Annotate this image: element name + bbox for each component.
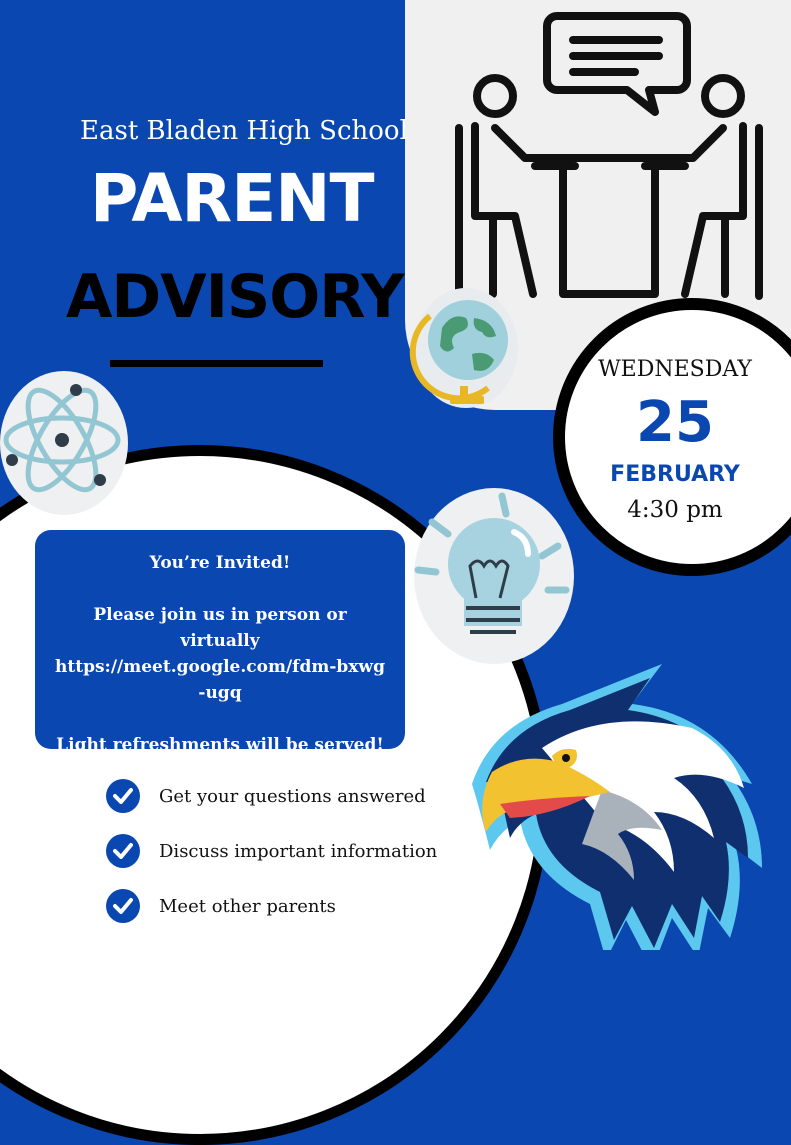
- atom-icon: [0, 368, 134, 518]
- globe-icon: [408, 288, 520, 414]
- refreshments-note: Light refreshments will be served!: [56, 735, 384, 755]
- checklist-item: [106, 834, 437, 868]
- lightbulb-icon: [410, 486, 576, 666]
- event-weekday: WEDNESDAY: [598, 357, 752, 382]
- event-day: 25: [636, 390, 714, 455]
- event-month: FEBRUARY: [610, 462, 740, 487]
- invite-heading: You’re Invited!: [149, 553, 291, 573]
- checklist-label: Meet other parents: [159, 895, 336, 917]
- checklist-label: Discuss important information: [159, 840, 438, 862]
- checklist-item: [106, 889, 336, 923]
- meeting-icon: [445, 8, 775, 300]
- title-parent: PARENT: [90, 160, 374, 237]
- checklist-label: Get your questions answered: [159, 785, 426, 807]
- checkmark-icon: [106, 834, 140, 868]
- checkmark-icon: [106, 889, 140, 923]
- checkmark-icon: [106, 779, 140, 813]
- title-underline: [110, 360, 323, 367]
- school-name: East Bladen High School: [80, 116, 408, 146]
- title-advisory: ADVISORY: [66, 262, 404, 332]
- event-time: 4:30 pm: [627, 497, 723, 523]
- invite-text: Please join us in person or virtually: [93, 605, 347, 651]
- eagle-mascot-icon: [452, 664, 772, 950]
- checklist-item: [106, 779, 426, 813]
- invite-box: [35, 530, 405, 755]
- meeting-link[interactable]: https://meet.google.com/fdm-bxwg-ugq: [55, 657, 385, 703]
